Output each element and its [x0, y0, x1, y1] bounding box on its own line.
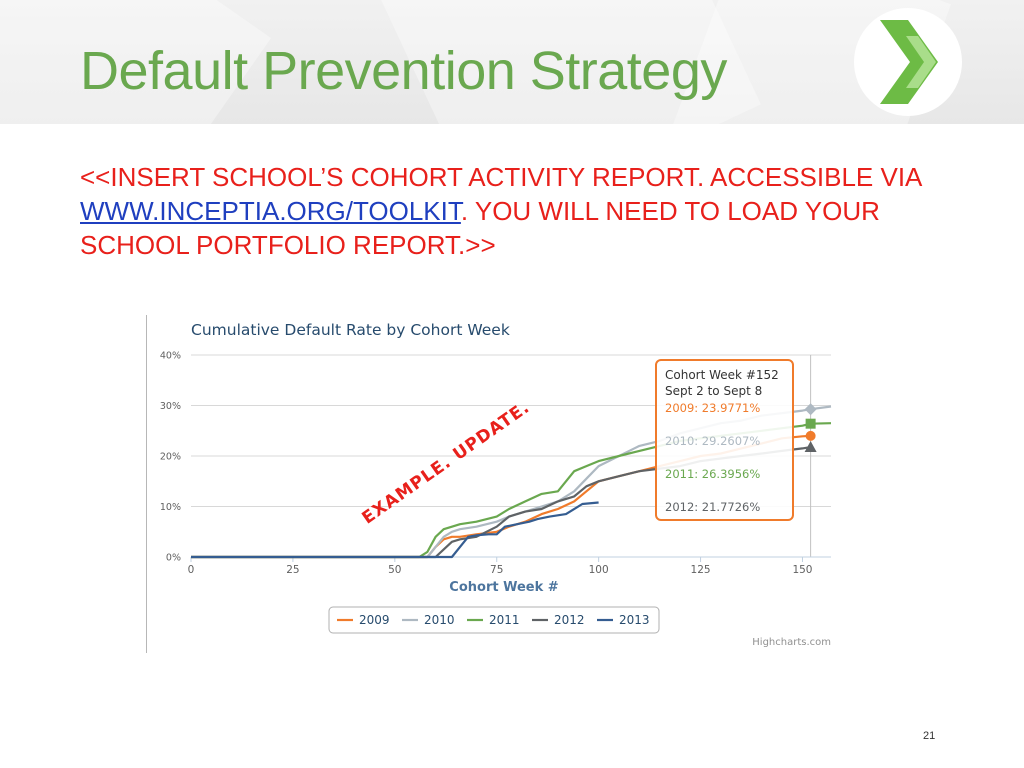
tooltip-row: 2009: 23.9771% — [665, 401, 761, 415]
y-axis — [160, 351, 181, 564]
instruction-prefix: <<INSERT SCHOOL’S COHORT ACTIVITY REPORT. ACCESSIBLE VIA — [80, 162, 921, 192]
x-axis — [188, 557, 831, 576]
chart-legend — [329, 607, 659, 633]
legend-item-2011[interactable]: 2011 — [489, 613, 520, 627]
chart-title: Cumulative Default Rate by Cohort Week — [191, 321, 510, 339]
legend-item-2013[interactable]: 2013 — [619, 613, 650, 627]
y-tick-label: 40% — [159, 350, 181, 362]
marker-2011 — [806, 419, 816, 429]
instruction-suffix: . YOU WILL NEED TO LOAD YOUR SCHOOL PORTFOLIO REPORT.>> — [80, 196, 880, 260]
cohort-chart — [147, 315, 837, 655]
tooltip-header: Cohort Week #152 — [665, 368, 779, 382]
y-tick-label: 20% — [159, 451, 181, 463]
x-axis-label: Cohort Week # — [449, 580, 559, 595]
instruction-text — [80, 160, 980, 262]
x-tick-label: 75 — [490, 564, 504, 576]
x-tick-label: 100 — [588, 564, 609, 576]
page-number: 21 — [923, 730, 936, 742]
x-tick-label: 125 — [690, 564, 711, 576]
tooltip-date-range: Sept 2 to Sept 8 — [665, 384, 763, 398]
marker-2012 — [805, 441, 817, 452]
legend-item-2010[interactable]: 2010 — [424, 613, 455, 627]
tooltip-row: 2010: 29.2607% — [665, 434, 761, 448]
toolkit-link[interactable]: WWW.INCEPTIA.ORG/TOOLKIT — [80, 196, 461, 226]
double-chevron-right-icon — [852, 6, 964, 118]
chart-credits[interactable]: Highcharts.com — [752, 637, 831, 648]
legend-item-2012[interactable]: 2012 — [554, 613, 585, 627]
slide-title: Default Prevention Strategy — [80, 41, 727, 101]
marker-2009 — [806, 431, 816, 441]
chart-svg — [147, 315, 837, 655]
y-tick-label: 30% — [159, 401, 181, 412]
x-tick-label: 0 — [187, 564, 195, 576]
series-markers — [805, 403, 817, 452]
y-tick-label: 0% — [165, 552, 181, 564]
watermark-text: EXAMPLE. UPDATE. — [358, 397, 534, 529]
x-tick-label: 25 — [286, 564, 300, 576]
x-tick-label: 50 — [388, 564, 402, 576]
tooltip-row: 2011: 26.3956% — [665, 467, 761, 481]
x-tick-label: 150 — [792, 564, 813, 576]
chart-tooltip — [656, 360, 793, 520]
legend-item-2009[interactable]: 2009 — [359, 613, 390, 627]
y-tick-label: 10% — [159, 502, 181, 513]
tooltip-row: 2012: 21.7726% — [665, 500, 761, 514]
